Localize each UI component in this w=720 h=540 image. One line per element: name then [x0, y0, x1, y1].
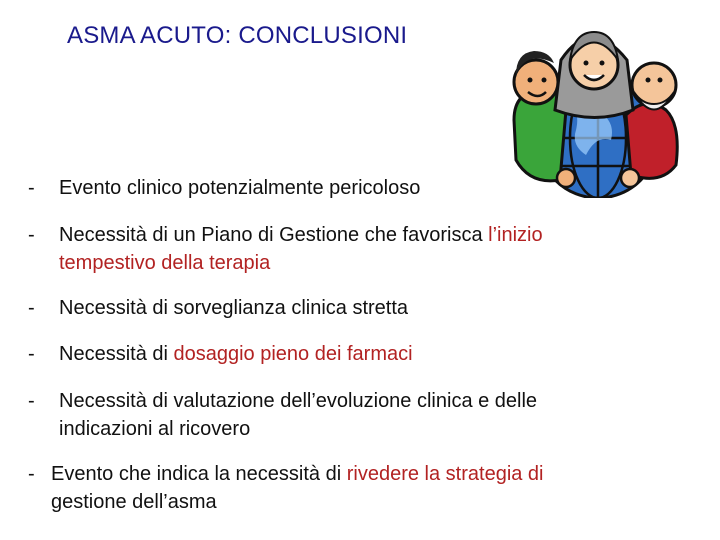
bullet-dash: -	[28, 177, 35, 199]
bullet-text: indicazioni al ricovero	[59, 418, 251, 440]
bullet-highlight: rivedere la strategia di	[346, 463, 544, 485]
bullet-text-part: Evento che indica la necessità di	[51, 463, 347, 485]
bullet-text: Evento clinico potenzialmente pericoloso	[59, 177, 421, 199]
bullet-text: Necessità di sorveglianza clinica stretta	[59, 297, 409, 319]
slide-title: ASMA ACUTO: CONCLUSIONI	[67, 22, 408, 49]
people-globe-illustration	[506, 20, 680, 198]
bullet-dash: -	[28, 297, 35, 319]
bullet-text	[51, 461, 671, 488]
bullet-text	[59, 341, 679, 368]
bullet-text: Necessità di valutazione dell’evoluzione clinica e delle	[59, 390, 538, 412]
bullet-dash: -	[28, 343, 35, 365]
bullet-highlight: dosaggio pieno dei farmaci	[173, 343, 413, 365]
bullet-text: gestione dell’asma	[51, 491, 217, 513]
bullet-text-part: Necessità di un Piano di Gestione che favorisca	[59, 224, 489, 246]
bullet-highlight: l’inizio	[488, 224, 543, 246]
bullet-dash: -	[28, 390, 35, 412]
bullet-dash: -	[28, 463, 35, 485]
bullet-dash: -	[28, 224, 35, 246]
bullet-highlight: tempestivo della terapia	[59, 252, 271, 274]
bullet-text-part: Necessità di	[59, 343, 174, 365]
bullet-text	[59, 222, 679, 249]
